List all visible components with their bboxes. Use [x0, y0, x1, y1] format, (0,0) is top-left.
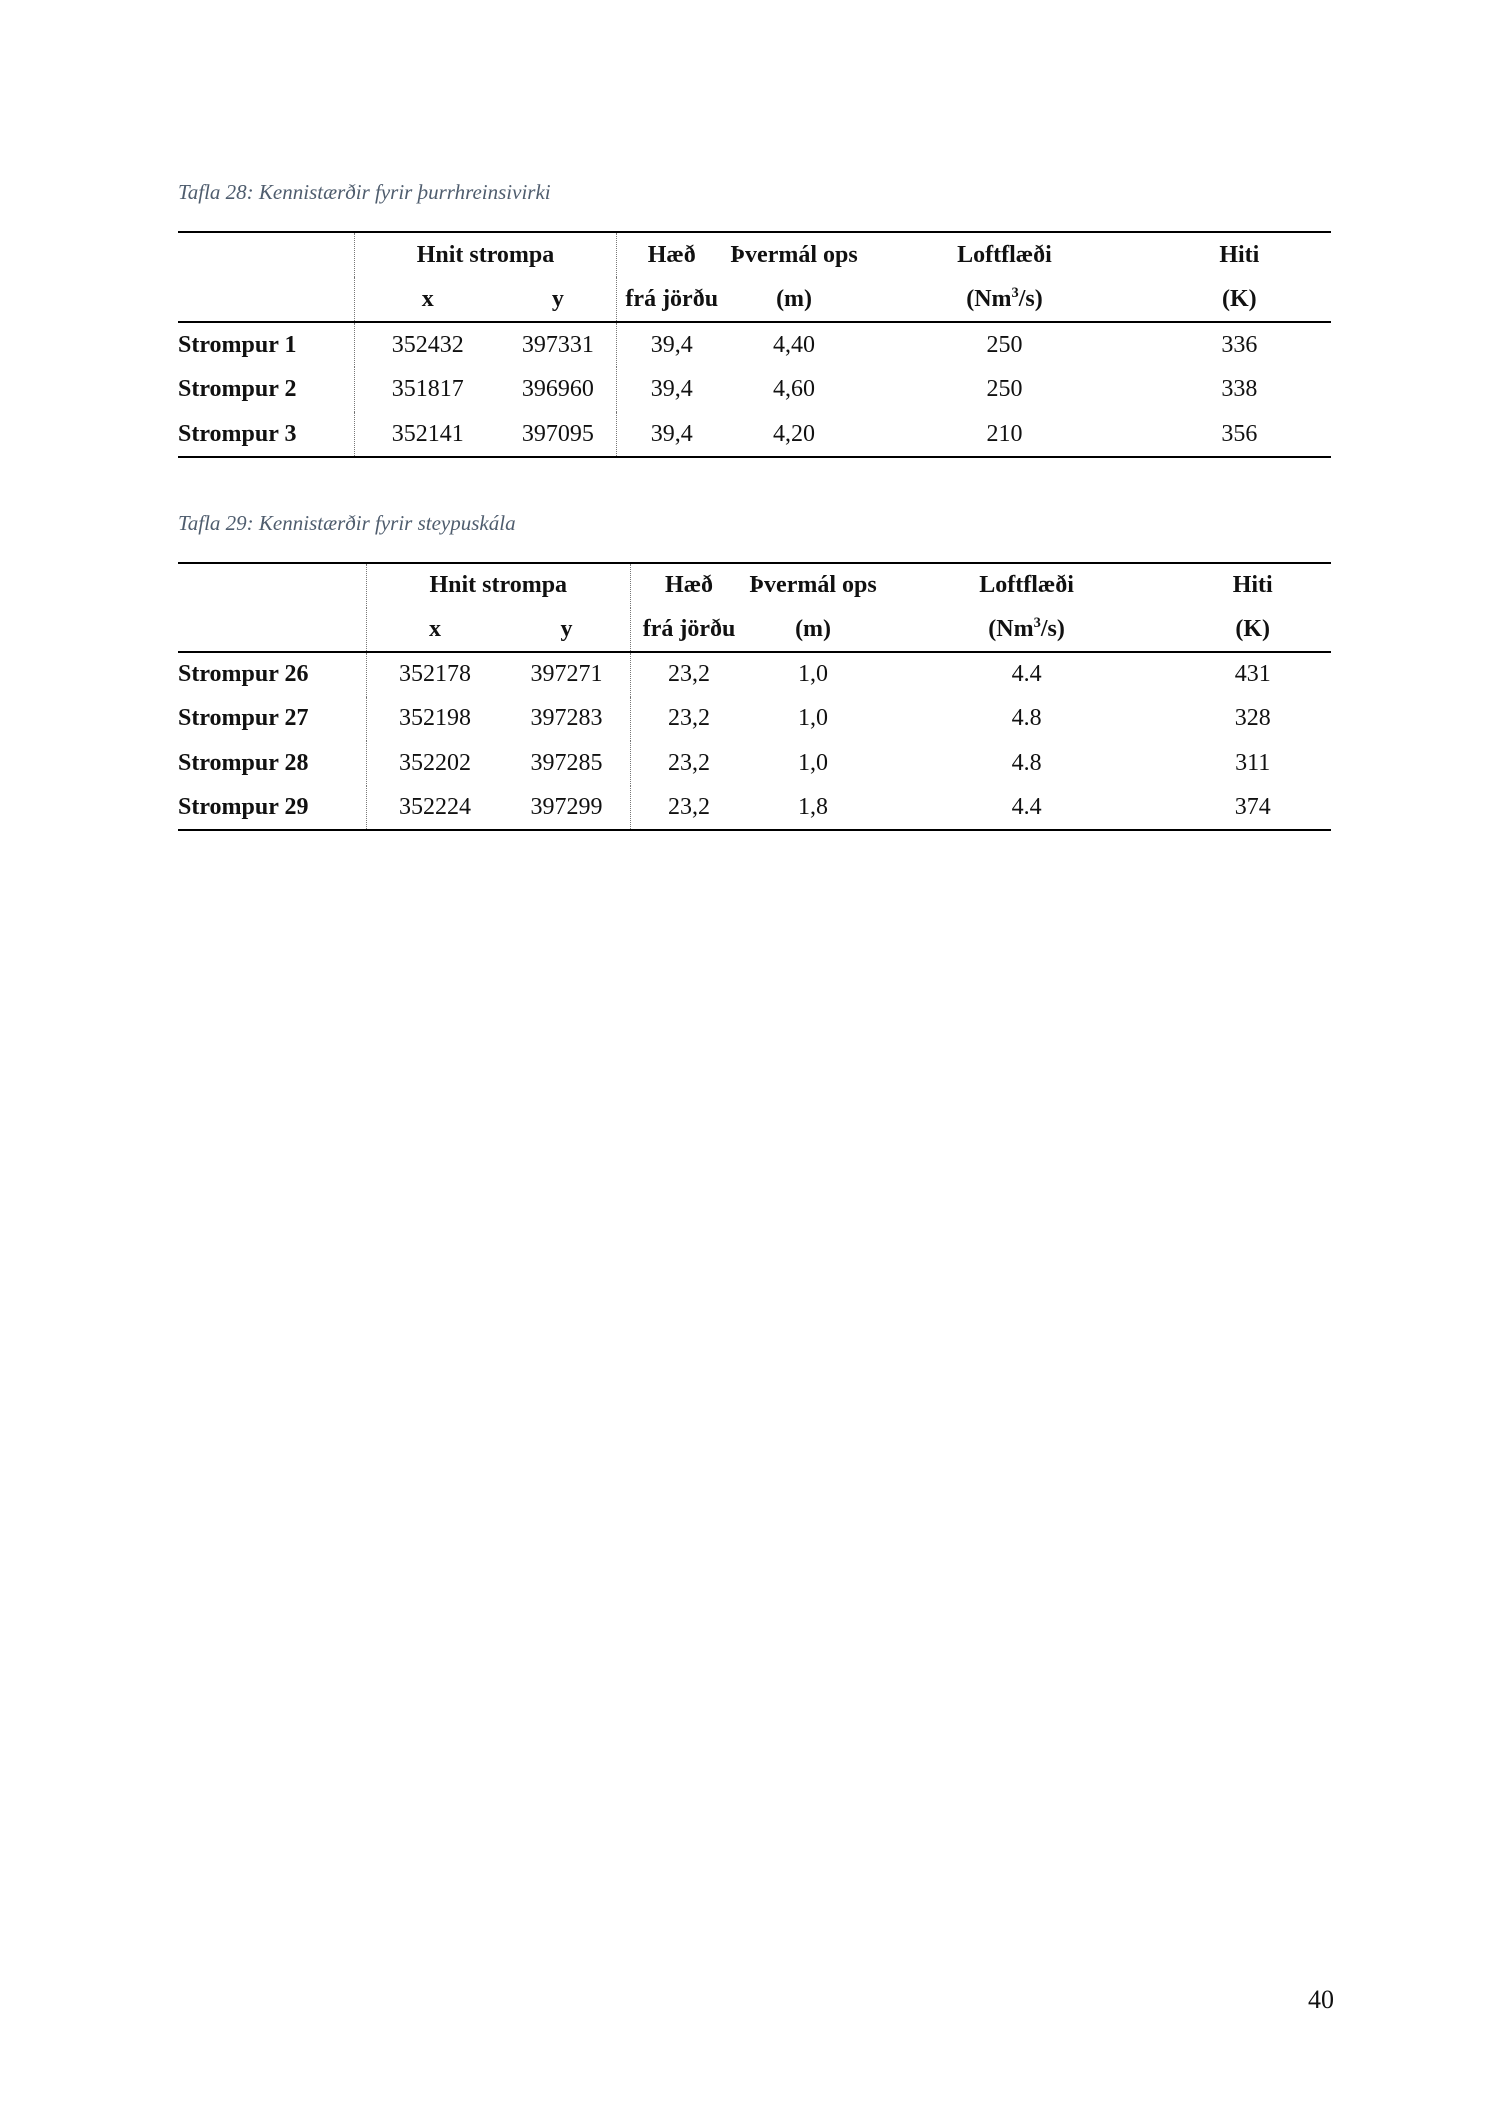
row-label: Strompur 1 — [178, 331, 297, 358]
temp-cell: 374 — [1174, 786, 1331, 831]
temp-header: Hiti — [1174, 563, 1331, 608]
x-header: x — [366, 608, 503, 653]
table-28-caption: Tafla 28: Kennistærðir fyrir þurrhreinsivirki — [178, 180, 551, 204]
table-row — [178, 322, 1331, 367]
height-cell: 39,4 — [616, 367, 727, 412]
height-unit: frá jörðu — [616, 277, 727, 322]
airflow-cell: 4.8 — [1011, 749, 1042, 776]
diameter-cell: 1,8 — [747, 786, 878, 831]
x-cell: 352224 — [366, 786, 503, 831]
temp-cell: 336 — [1221, 331, 1258, 358]
x-header: x — [355, 277, 500, 322]
diameter-cell: 4,40 — [773, 331, 816, 358]
diameter-unit: (m) — [727, 277, 861, 322]
coords-header: Hnit strompa — [355, 232, 616, 277]
x-cell: 352202 — [366, 741, 503, 786]
height-cell: 23,2 — [630, 697, 747, 742]
diameter-cell: 4,20 — [727, 412, 861, 457]
table-row — [178, 412, 1331, 457]
x-cell: 352432 — [355, 322, 500, 367]
airflow-header: Loftflæði — [861, 232, 1147, 277]
airflow-unit: (Nm$^3$/s) — [879, 608, 1175, 653]
temp-cell: 338 — [1221, 376, 1258, 402]
airflow-cell: 250 — [986, 376, 1023, 402]
airflow-header: Loftflæði — [879, 563, 1175, 608]
page-number: 40 — [1308, 1985, 1334, 2014]
diameter-cell: 1,0 — [798, 749, 829, 776]
temp-unit: (K) — [1148, 277, 1331, 322]
height-cell: 23,2 — [630, 786, 747, 831]
y-cell: 397299 — [503, 786, 630, 831]
diameter-cell: 1,0 — [798, 661, 829, 688]
table-28 — [178, 231, 1331, 458]
diameter-cell: 4,60 — [773, 376, 816, 402]
airflow-cell: 4.4 — [879, 786, 1175, 831]
y-cell: 397095 — [500, 412, 616, 457]
diameter-cell: 1,0 — [798, 705, 829, 732]
table-29-caption: Tafla 29: Kennistærðir fyrir steypuskála — [178, 511, 516, 535]
temp-unit: (K) — [1174, 608, 1331, 653]
row-label: Strompur 3 — [178, 412, 355, 457]
diameter-header: Þvermál ops — [727, 232, 861, 277]
row-label: Strompur 28 — [178, 749, 309, 776]
height-header: Hæð — [616, 232, 727, 277]
y-header: y — [500, 277, 616, 322]
temp-header: Hiti — [1148, 232, 1331, 277]
airflow-cell: 210 — [861, 412, 1147, 457]
row-label: Strompur 26 — [178, 661, 309, 688]
diameter-unit: (m) — [747, 608, 878, 653]
height-header: Hæð — [630, 563, 747, 608]
x-cell: 352198 — [366, 697, 503, 742]
x-cell: 351817 — [355, 367, 500, 412]
table-29 — [178, 562, 1331, 831]
y-cell: 397331 — [521, 331, 594, 358]
airflow-unit: (Nm$^3$/s) — [861, 277, 1147, 322]
height-unit: frá jörðu — [630, 608, 747, 653]
row-label: Strompur 2 — [178, 376, 297, 402]
table-row — [178, 741, 1331, 786]
temp-cell: 431 — [1234, 661, 1271, 688]
height-cell: 39,4 — [616, 322, 727, 367]
table-row — [178, 786, 1331, 831]
temp-cell: 311 — [1235, 749, 1271, 776]
airflow-cell: 4.8 — [1011, 705, 1042, 732]
height-cell: 39,4 — [616, 412, 727, 457]
temp-cell: 356 — [1148, 412, 1331, 457]
table-row — [178, 367, 1331, 412]
y-header: y — [503, 608, 630, 653]
y-cell: 397285 — [530, 749, 603, 776]
x-cell: 352178 — [366, 652, 503, 697]
y-cell: 397283 — [530, 705, 603, 732]
airflow-cell: 250 — [986, 331, 1023, 358]
x-cell: 352141 — [355, 412, 500, 457]
row-label: Strompur 29 — [178, 786, 366, 831]
row-label: Strompur 27 — [178, 705, 309, 732]
y-cell: 397271 — [530, 661, 603, 688]
diameter-header: Þvermál ops — [747, 563, 878, 608]
y-cell: 396960 — [521, 376, 594, 402]
table-row — [178, 697, 1331, 742]
height-cell: 23,2 — [630, 741, 747, 786]
table-row — [178, 652, 1331, 697]
height-cell: 23,2 — [630, 652, 747, 697]
coords-header: Hnit strompa — [366, 563, 630, 608]
airflow-cell: 4.4 — [1011, 661, 1042, 688]
temp-cell: 328 — [1234, 705, 1271, 732]
